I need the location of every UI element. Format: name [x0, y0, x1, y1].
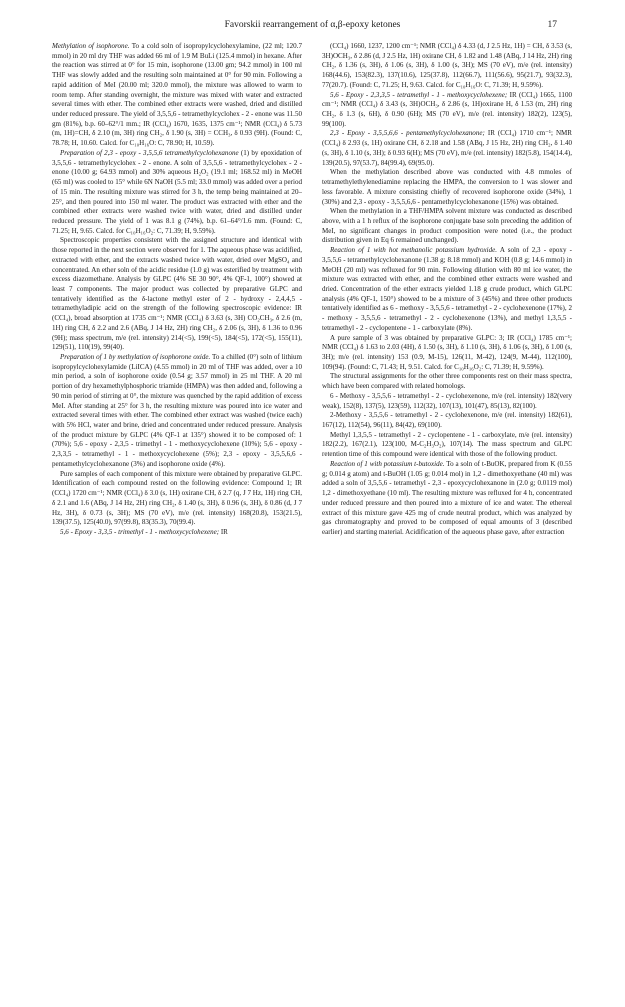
- paragraph: [322, 372, 572, 391]
- paragraph-text: 6 - Methoxy - 3,5,5,6 - tetramethyl - 2 - cyclohexenone, m/e (rel. intensity) 182(very weak), 152(8), 137(5), 123(59), 112(32), 107(13), 101(47), 85(13), 82(100).: [322, 391, 572, 410]
- paragraph: [322, 460, 572, 538]
- paragraph: [322, 42, 572, 91]
- paragraph-text: The structural assignments for the other three components rest on their mass spectra, which have been compared with related homologs.: [322, 372, 572, 391]
- paragraph-text: IR (CCl₄) 1665, 1100 cm⁻¹; NMR (CCl₄) δ 3.43 (s, 3H)OCH₃, δ 2.86 (s, 1H)oxirane H, δ 1.53 (m, 2H) ring CH₂, δ 1.3 (s, 6H), δ 0.90 (6H); MS (70 eV), m/e (rel. intensity) 182(2), 123(5), 99(100).: [322, 90, 572, 128]
- paragraph-heading: 2,3 - Epoxy - 3,5,5,6,6 - pentamethylcyclohexanone;: [330, 129, 485, 138]
- paragraph-text: A pure sample of 3 was obtained by preparative GLPC: 3; IR (CCl₄) 1785 cm⁻¹; NMR (CCl₄) δ 1.63 to 2.03 (4H), δ 1.50 (s, 3H), δ 1.10 (s, 3H), δ 1.06 (s, 3H), δ 1.00 (s, 3H); m/e (rel. intensity) 153 (0.9, M-15), 126(11, M-42), 124(9, M-44), 112(100), 109(94). (Found: C, 71.43; H, 9.51. Calcd. for C₁₀H₁₆O₂: C, 71.39; H, 9.59%).: [322, 333, 572, 371]
- paragraph-text: IR: [219, 527, 228, 536]
- paragraph-heading: Preparation of 1 by methylation of isophorone oxide.: [60, 353, 211, 361]
- paragraph-heading: 5,6 - Epoxy - 3,3,5 - trimethyl - 1 - methoxycyclohexene;: [60, 527, 220, 536]
- paragraph-heading: Reaction of 1 with hot methanolic potassium hydroxide.: [330, 246, 498, 255]
- paragraph: [52, 353, 302, 470]
- paragraph-text: When the methylation described above was conducted with 4.8 mmoles of tetramethylethylenediamine replacing the HMPA, the conversion to 1 was slower and less favorable. A mixture consisting chiefly of recovered isophorone oxide (34%), 1 (30%) and 2,3 - epoxy - 3,5,5,6,6 - pentamethylcyclohexanone (15%) was obtained.: [322, 168, 572, 206]
- paragraph-heading: Preparation of 2,3 - epoxy - 3,5,5,6 tetramethylcyclohexanone: [60, 148, 239, 157]
- paragraph-text: To a chilled (0°) soln of lithium isopropylcyclohexylamide (LiICA) (4.55 mmol) in 20 ml of THF was added, over a 10 min period, a soln of isophorone oxide (0.54 g; 3.57 mmol) in 25 ml THF. A 20 ml portion of dry hexamethylphosphoric triamide (HMPA) was then added and, following a 90 min period of stirring at 0°, the mixture was quenched by the rapid addition of excess MeI. After standing at 25° for 3 h, the resulting mixture was poured into ice water and extracted several times with ether. The combined ether extract was washed (twice each) with 5% HCl, water and brine, dried and concentrated under reduced pressure. Analysis of the product mixture by GLPC (4% QF-1 at 135°) showed it to be composed of: 1 (70%); 5,6 - epoxy - 2,3,5 - trimethyl - 1 - methoxycyclohexene (10%); 5,6 - epoxy - 2,3,3,5 - tetramethyl - 1 - methoxycyclohexene (5%); 2,3 - epoxy - 3,5,5,6,6 - pentamethylcyclohexanone (3%) and isophorone oxide (4%).: [52, 353, 302, 468]
- paragraph: [322, 392, 572, 411]
- paragraph: [322, 411, 572, 430]
- paragraph-text: (1) by epoxidation of 3,5,5,6 - tetramethylcyclohex - 2 - enone. A soln of 3,5,5,6 - tetramethylcyclohex - 2 - enone (10.00 g; 64.93 mmol) and 30% aqueous H₂O₂ (19.1 ml; 168.52 ml) in MeOH (65 ml) was cooled to 15° while 6N NaOH (5.5 ml; 33.0 mmol) was added over a period of 15 min. The resulting mixture was stirred for 3 h, the temp being maintained at 20–25°, and then poured into 150 ml water. The product was extracted with ether and the combined ether extracts were washed twice with water, dried and distilled under reduced pressure. The yield of 1 was 8.1 g (74%), b.p. 61–64°/1.6 mm. (Found: C, 71.25; H, 9.65. Calcd. for C₁₀H₁₆O₂: C, 71.39; H, 9.59%).: [52, 148, 302, 235]
- running-title: Favorskii rearrangement of α,β-epoxy ketones: [224, 20, 401, 30]
- paragraph: [322, 431, 572, 460]
- paragraph: [322, 91, 572, 130]
- paragraph: [322, 334, 572, 373]
- paragraph-text: A soln of 2,3 - epoxy - 3,5,5,6 - tetramethylcyclohexanone (1.38 g; 8.18 mmol) and KOH (0.8 g; 14.6 mmol) in MeOH (20 ml) was refluxed for 90 min. Following dilution with 80 ml ice water, the mixture was extracted with ether, and the combined ether extracts were washed and dried. Concentration of the ether extracts yielded 1.18 g crude product, which GLPC analysis (4% QF-1, 150°) showed to be a mixture of 3 (45%) and three other products tentatively identified as 6 - methoxy - 3,5,5,6 - tetramethyl - 2 - cyclohexenone (17%), 2 - methoxy - 3,5,5,6 - tetramethyl - 2 - cyclohexenone (13%), and methyl 1,3,5,5 - tetramethyl - 2 - cyclopentene - 1 - carboxylate (8%).: [322, 246, 572, 332]
- paragraph: [52, 42, 302, 149]
- paragraph-text: IR (CCl₄) 1710 cm⁻¹; NMR (CCl₄) δ 2.93 (s, 1H) oxirane CH, δ 2.18 and 1.58 (ABq, J 15 Hz, 2H) ring CH₂, δ 1.40 (s, 3H), δ 1.10 (s, 3H); δ 0.93 6(H); MS (70 eV), m/e (rel. intensity) 182(5.8), 154(14.4), 139(20.5), 97(53.7), 84(99.4), 69(95.0).: [322, 129, 572, 167]
- paragraph: [322, 168, 572, 207]
- paragraph: [322, 207, 572, 246]
- running-head: [0, 20, 625, 34]
- paragraph-text: Spectroscopic properties consistent with the assigned structure and identical with those reported in the next section were observed for 1. The aqueous phase was acidified, extracted with ether, and the extracts washed twice with water, dried over MgSO₄ and concentrated. An ether soln of the acidic residue (1.0 g) was esterified by treatment with excess diazomethane. Analysis by GLPC (4% SE 30 90°, 4% QF-1, 100°) showed at least 7 components. The major product was collected by preparative GLPC and tentatively identified as the δ-lactone methyl ester of 2 - hydroxy - 2,4,4,5 - tetramethyladipic acid on the strength of the following spectroscopic evidence: IR (CCl₄), broad absorption at 1735 cm⁻¹; NMR (CCl₄) δ 3.63 (s, 3H) CO₂CH₃, δ 2.6 (m, 1H) ring CH, δ 2.2 and 2.6 (ABq, J 14 Hz, 2H) ring CH₂, δ 2.06 (s, 3H), δ 1.36 to 0.96 (9H); mass spectrum, m/e (rel. intensity) 214(<5), 199(<5), 184(<5), 172(<5), 155(11), 129(51), 110(19), 99(40).: [52, 236, 302, 352]
- paragraph-text: 2-Methoxy - 3,5,5,6 - tetramethyl - 2 - cyclohexenone, m/e (rel. intensity) 182(61), 167(12), 112(54), 96(11), 84(42), 69(100).: [322, 411, 572, 430]
- paragraph-text: (CCl₄) 1660, 1237, 1200 cm⁻¹; NMR (CCl₄) δ 4.33 (d, J 2.5 Hz, 1H) = CH, δ 3.53 (s, 3H)OCH₃, δ 2.86 (d, J 2.5 Hz, 1H) oxirane CH, δ 1.82 and 1.48 (ABq, J 14 Hz, 2H) ring CH₂, δ 1.36 (s, 3H), δ 1.06 (s, 3H), δ 1.00 (s, 3H); MS (70 eV), m/e (rel. intensity) 168(44.6), 153(82.3), 137(10.6), 125(37.8), 112(66.7), 111(56.6), 95(21.7), 93(32.3), 77(20.7). (Found: C, 71.25; H, 9.63. Calcd. for C₁₀H₁₆O: C, 71.39; H, 9.59%).: [322, 42, 572, 89]
- paragraph-text: Methyl 1,3,5,5 - tetramethyl - 2 - cyclopentene - 1 - carboxylate, m/e (rel. intensity) 182(2.2), 167(2.1), 123(100, M-C₂H₃O₂), 107(14). The mass spectrum and GLPC retention time of this compound were identical with those of the following product.: [322, 430, 572, 459]
- paragraph: [322, 246, 572, 333]
- paragraph-heading: Methylation of isophorone.: [52, 42, 130, 50]
- paragraph-heading: 5,6 - Epoxy - 2,3,3,5 - tetramethyl - 1 - methoxycyclohexene;: [330, 90, 508, 99]
- right-column: [322, 42, 572, 982]
- left-column: [52, 42, 302, 982]
- paragraph-text: Pure samples of each component of this mixture were obtained by preparative GLPC. Identification of each compound rested on the following evidence: Compound 1; IR (CCl₄) 1720 cm⁻¹; NMR (CCl₄) δ 3.0 (s, 1H) oxirane CH, δ 2.7 (q, J 7 Hz, 1H) ring CH, δ 2.1 and 1.6 (ABq, J 14 Hz, 2H) ring CH₂, δ 1.40 (s, 3H), δ 0.96 (s, 3H), δ 0.86 (d, J 7 Hz, 3H), δ 0.73 (s, 3H); MS (70 eV), m/e (rel. intensity) 168(20.8), 153(21.5), 139(37.5), 125(40.0), 97(99.8), 83(35.3), 70(99.4).: [52, 469, 302, 527]
- paragraph-text: When the methylation in a THF/HMPA solvent mixture was conducted as described above, with a 1 h reflux of the isophorone conjugate base soln preceding the addition of MeI, no significant changes in product composition were noted (i.e., the product distribution given in Eq 6 remained unchanged).: [322, 207, 572, 245]
- paragraph-text: To a cold soln of isopropylcyclohexylamine, (22 ml; 120.7 mmol) in 20 ml dry THF was added 66 ml of 1.9 M BuLi (125.4 mmol) in hexane. After the reaction was stirred at 0° for 15 min, isophorone (13.00 gm; 94.2 mmol) in 100 ml THF was slowly added and the resulting soln maintained at 0° for 90 min. Following a rapid addition of MeI (20.00 ml; 320.0 mmol), the mixture was allowed to warm to room temp. After standing overnight, the mixture was mixed with water and extracted several times with ether. The combined ether extracts were washed, dried and distilled under reduced pressure. The yield of 3,5,5,6 - tetramethylcyclohex - 2 - enone was 11.50 gm (81%), b.p. 60–62°/1 mm.; IR (CCl₄) 1670, 1635, 1375 cm⁻¹; NMR (CCl₄) δ 5.73 (m, 1H)=CH, δ 2.10 (m, 3H) ring CH₂, δ 1.90 (s, 3H) = CCH₃, δ 0.93 (9H). (Found: C, 78.78; H, 10.60. Calcd. for C₁₀H₁₆O: C, 78.90; H, 10.59).: [52, 42, 302, 148]
- paragraph-heading: Reaction of 1 with potassium t-butoxide.: [330, 459, 445, 468]
- paragraph-text: To a soln of t-BuOK, prepared from K (0.55 g; 0.014 g atom) and t-BuOH (1.05 g; 0.014 mol) in 1,2 - dimethoxyethane (40 ml) was added a soln of 3,5,5,6 - tetramethyl - 2,3 - epoxycyclohexanone in (2.0 g; 0.0119 mol) 1,2 - dimethoxyethane (10 ml). The resulting mixture was refluxed for 4 h, concentrated under reduced pressure and then poured into a mixture of ice and water. The ethereal extract of this mixture gave 425 mg of crude neutral product, which was analyzed by gas chromatography and proved to be composed of equal amounts of 3 (described earlier) and starting material. Acidification of the aqueous phase gave, after extraction: [322, 459, 572, 536]
- paragraph: [52, 236, 302, 353]
- paragraph: [52, 470, 302, 528]
- paragraph: [52, 528, 302, 538]
- paragraph: [322, 129, 572, 168]
- page-number: 17: [547, 20, 557, 30]
- paragraph: [52, 149, 302, 236]
